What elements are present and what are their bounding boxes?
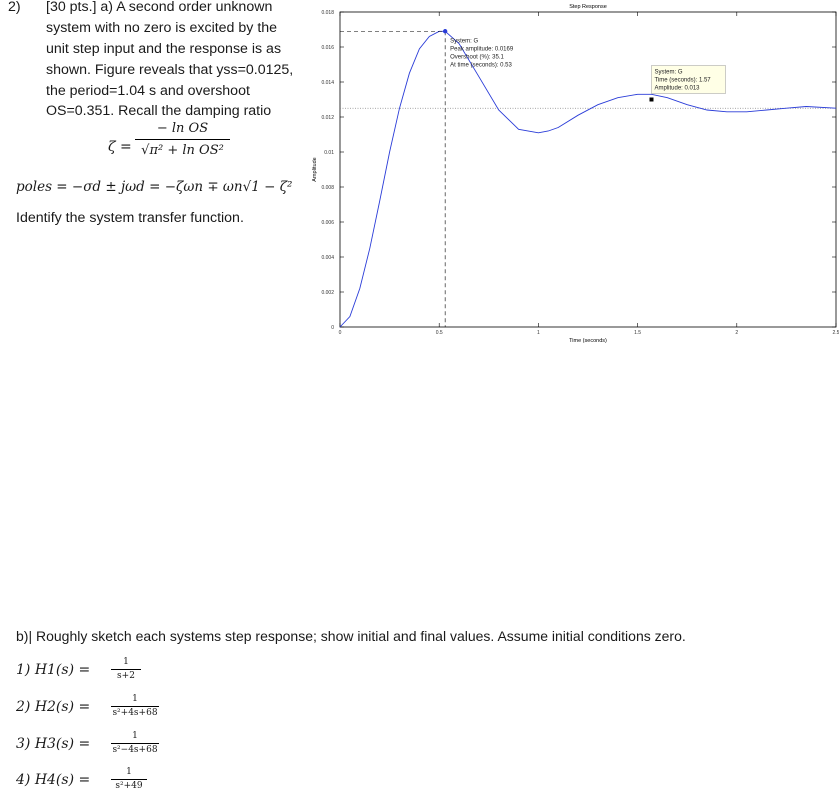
response-curve (340, 31, 836, 327)
h4-label: 4) H4(s) = (16, 772, 91, 788)
zeta-denominator: √π² + ln OS² (141, 143, 224, 158)
part-b-heading: b)| Roughly sketch each systems step response; show initial and final values. Assume initial conditions zero. (16, 628, 686, 644)
h1-label: 1) H1(s) = (16, 662, 91, 678)
h1-numerator: 1 (123, 657, 129, 667)
y-axis-label: Amplitude (312, 157, 318, 182)
y-tick-label: 0.016 (321, 45, 334, 51)
h4-numerator: 1 (126, 767, 132, 777)
h3-fraction (111, 731, 159, 756)
h1-denominator: s+2 (117, 671, 135, 681)
problem-line-6: OS=0.351. Recall the damping ratio (46, 103, 272, 119)
problem-line-2: system with no zero is excited by the (46, 20, 278, 36)
problem-line-4: shown. Figure reveals that yss=0.0125, (46, 62, 294, 78)
plot-frame (340, 12, 836, 327)
h2-denominator: s²+4s+68 (112, 708, 158, 718)
y-tick-label: 0.012 (321, 115, 334, 121)
problem-line-3: unit step input and the response is as (46, 41, 282, 57)
h4-denominator: s²+49 (115, 781, 143, 791)
x-tick-label: 0.5 (435, 330, 443, 336)
h2-fraction-bar (111, 706, 159, 707)
chart-title: Step Response (569, 4, 607, 10)
identify-text: Identify the system transfer function. (16, 210, 244, 226)
y-tick-label: 0.018 (321, 10, 334, 16)
x-tick-label: 0 (338, 330, 342, 336)
h2-fraction (111, 694, 159, 719)
problem-number: 2) (8, 0, 21, 15)
problem-line-5: the period=1.04 s and overshoot (46, 83, 250, 99)
y-tick-label: 0.002 (321, 290, 334, 296)
h3-numerator: 1 (132, 731, 138, 741)
zeta-lhs: ζ = (108, 139, 132, 155)
y-tick-label: 0 (331, 325, 334, 331)
peak-datatip-line: Overshoot (%): 35.1 (450, 54, 504, 61)
problem-line-1: [30 pts.] a) A second order unknown (46, 0, 273, 15)
y-tick-label: 0.01 (324, 150, 334, 156)
h3-label: 3) H3(s) = (16, 736, 91, 752)
x-tick-label: 2 (735, 330, 739, 336)
amplitude-datatip-line: Amplitude: 0.013 (654, 85, 700, 92)
h3-denominator: s²−4s+68 (112, 745, 158, 755)
peak-datatip-line: Peak amplitude: 0.0169 (450, 46, 514, 53)
x-tick-label: 1 (537, 330, 540, 336)
h2-label: 2) H2(s) = (16, 699, 91, 715)
h2-numerator: 1 (132, 694, 138, 704)
step-response-chart (0, 0, 839, 360)
amplitude-datatip-line: Time (seconds): 1.57 (654, 77, 711, 84)
y-tick-label: 0.014 (321, 80, 334, 86)
amplitude-marker (649, 98, 653, 102)
x-tick-label: 1.5 (634, 330, 642, 336)
h4-fraction-bar (111, 779, 147, 780)
h1-fraction-bar (111, 669, 141, 670)
zeta-numerator: − ln OS (156, 121, 209, 136)
h4-fraction (111, 767, 147, 792)
y-tick-label: 0.004 (321, 255, 334, 261)
poles-equation: poles = −σd ± jωd = −ζωn ∓ ωn√1 − ζ² (16, 179, 293, 195)
y-tick-label: 0.008 (321, 185, 334, 191)
h1-fraction (111, 657, 141, 682)
peak-datatip-line: At time (seconds): 0.53 (450, 62, 512, 69)
x-tick-label: 2.5 (832, 330, 839, 336)
h3-fraction-bar (111, 743, 159, 744)
x-axis-label: Time (seconds) (569, 338, 607, 344)
y-tick-label: 0.006 (321, 220, 334, 226)
peak-datatip-line: System: G (450, 38, 479, 45)
peak-marker (443, 29, 447, 33)
amplitude-datatip-line: System: G (654, 69, 683, 76)
